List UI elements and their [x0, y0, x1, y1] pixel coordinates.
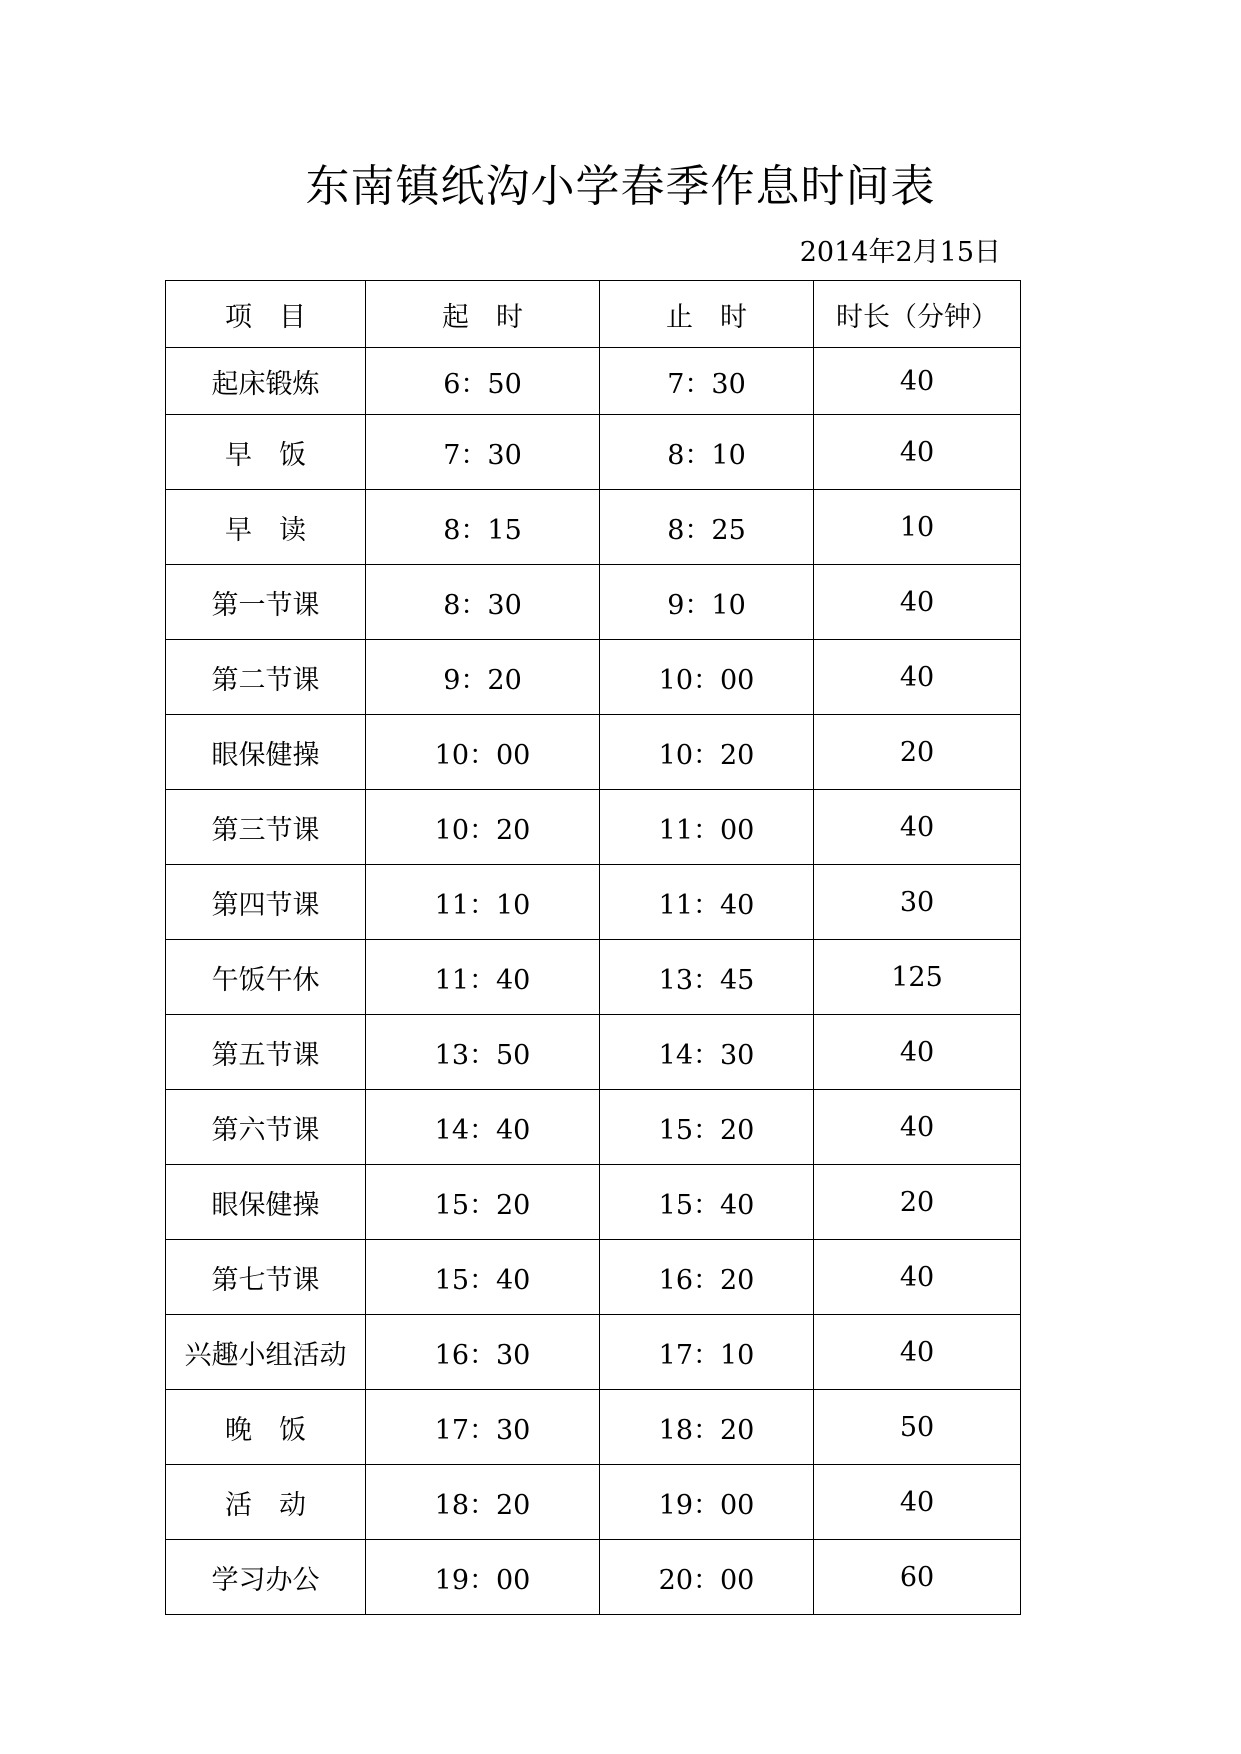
end-time-cell: 9：10	[600, 565, 814, 640]
duration-cell: 40	[814, 1090, 1021, 1165]
end-time-cell: 15：40	[600, 1165, 814, 1240]
table-row	[166, 565, 1021, 640]
table-row	[166, 640, 1021, 715]
table-row	[166, 1315, 1021, 1390]
end-time-cell: 11：40	[600, 865, 814, 940]
header-duration: 时长（分钟）	[814, 281, 1021, 348]
duration-cell: 40	[814, 1015, 1021, 1090]
table-row	[166, 1090, 1021, 1165]
table-row	[166, 415, 1021, 490]
end-time-cell: 10：00	[600, 640, 814, 715]
item-cell: 第七节课	[166, 1240, 366, 1315]
table-row	[166, 348, 1021, 415]
item-cell: 第四节课	[166, 865, 366, 940]
duration-cell: 50	[814, 1390, 1021, 1465]
end-time-cell: 13：45	[600, 940, 814, 1015]
duration-cell: 60	[814, 1540, 1021, 1615]
end-time-cell: 10：20	[600, 715, 814, 790]
end-time-cell: 7：30	[600, 348, 814, 415]
duration-cell: 40	[814, 1315, 1021, 1390]
table-row	[166, 1240, 1021, 1315]
duration-cell: 30	[814, 865, 1021, 940]
table-row	[166, 865, 1021, 940]
end-time-cell: 11：00	[600, 790, 814, 865]
item-cell: 起床锻炼	[166, 348, 366, 415]
item-cell: 第六节课	[166, 1090, 366, 1165]
end-time-cell: 8：10	[600, 415, 814, 490]
table-row	[166, 1390, 1021, 1465]
table-row	[166, 790, 1021, 865]
start-time-cell: 10：20	[366, 790, 600, 865]
end-time-cell: 17：10	[600, 1315, 814, 1390]
end-time-cell: 15：20	[600, 1090, 814, 1165]
page-title: 东南镇纸沟小学春季作息时间表	[305, 161, 936, 212]
start-time-cell: 11：40	[366, 940, 600, 1015]
duration-cell: 10	[814, 490, 1021, 565]
end-time-cell: 18：20	[600, 1390, 814, 1465]
end-time-cell: 16：20	[600, 1240, 814, 1315]
start-time-cell: 16：30	[366, 1315, 600, 1390]
start-time-cell: 6：50	[366, 348, 600, 415]
duration-cell: 40	[814, 565, 1021, 640]
table-row	[166, 1540, 1021, 1615]
item-cell: 第二节课	[166, 640, 366, 715]
start-time-cell: 9：20	[366, 640, 600, 715]
end-time-cell: 14：30	[600, 1015, 814, 1090]
item-cell: 学习办公	[166, 1540, 366, 1615]
start-time-cell: 15：20	[366, 1165, 600, 1240]
start-time-cell: 13：50	[366, 1015, 600, 1090]
item-cell: 眼保健操	[166, 715, 366, 790]
start-time-cell: 15：40	[366, 1240, 600, 1315]
schedule-table	[165, 280, 1021, 1615]
item-cell: 晚 饭	[166, 1390, 366, 1465]
duration-cell: 20	[814, 1165, 1021, 1240]
header-item: 项 目	[166, 281, 366, 348]
duration-cell: 40	[814, 348, 1021, 415]
header-end-time: 止 时	[600, 281, 814, 348]
table-header-row	[166, 281, 1021, 348]
table-row	[166, 1465, 1021, 1540]
start-time-cell: 8：30	[366, 565, 600, 640]
end-time-cell: 19：00	[600, 1465, 814, 1540]
duration-cell: 40	[814, 415, 1021, 490]
start-time-cell: 11：10	[366, 865, 600, 940]
duration-cell: 40	[814, 790, 1021, 865]
table-row	[166, 715, 1021, 790]
start-time-cell: 7：30	[366, 415, 600, 490]
start-time-cell: 10：00	[366, 715, 600, 790]
item-cell: 早 读	[166, 490, 366, 565]
table-row	[166, 940, 1021, 1015]
start-time-cell: 18：20	[366, 1465, 600, 1540]
item-cell: 第一节课	[166, 565, 366, 640]
document-date: 2014年2月15日	[799, 237, 1001, 268]
start-time-cell: 17：30	[366, 1390, 600, 1465]
duration-cell: 40	[814, 1240, 1021, 1315]
table-row	[166, 490, 1021, 565]
duration-cell: 125	[814, 940, 1021, 1015]
item-cell: 眼保健操	[166, 1165, 366, 1240]
item-cell: 兴趣小组活动	[166, 1315, 366, 1390]
end-time-cell: 20：00	[600, 1540, 814, 1615]
duration-cell: 40	[814, 640, 1021, 715]
start-time-cell: 8：15	[366, 490, 600, 565]
header-start-time: 起 时	[366, 281, 600, 348]
table-row	[166, 1015, 1021, 1090]
table-row	[166, 1165, 1021, 1240]
item-cell: 午饭午休	[166, 940, 366, 1015]
duration-cell: 40	[814, 1465, 1021, 1540]
item-cell: 早 饭	[166, 415, 366, 490]
item-cell: 活 动	[166, 1465, 366, 1540]
duration-cell: 20	[814, 715, 1021, 790]
start-time-cell: 19：00	[366, 1540, 600, 1615]
item-cell: 第三节课	[166, 790, 366, 865]
end-time-cell: 8：25	[600, 490, 814, 565]
item-cell: 第五节课	[166, 1015, 366, 1090]
start-time-cell: 14：40	[366, 1090, 600, 1165]
